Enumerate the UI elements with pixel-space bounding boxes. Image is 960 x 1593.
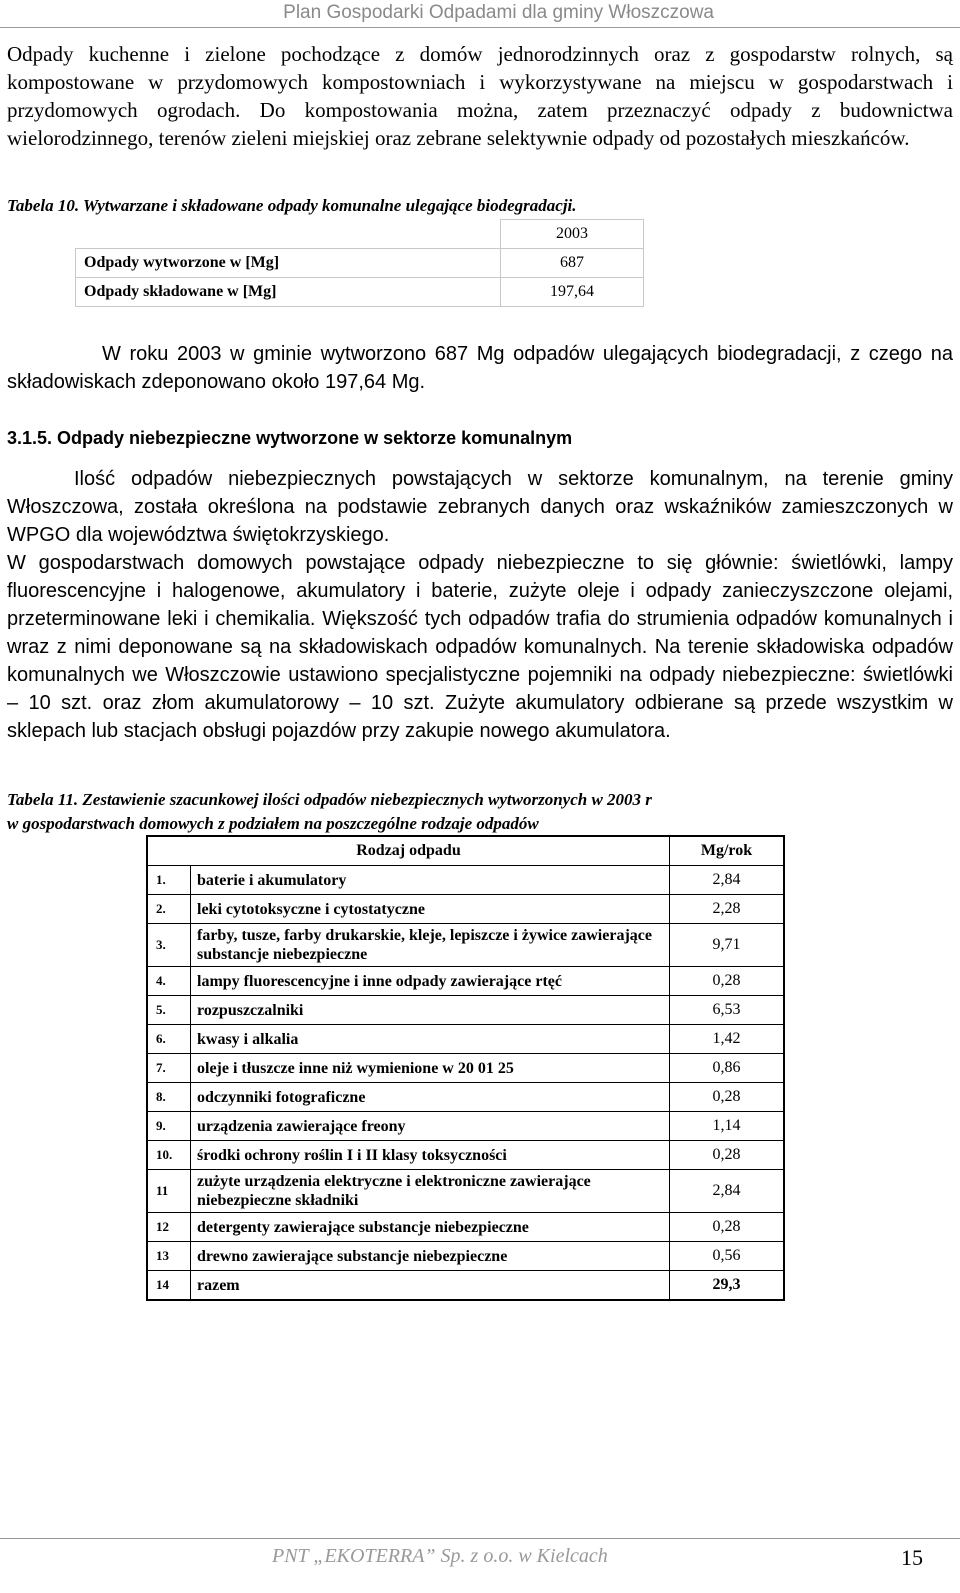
- waste-type: rozpuszczalniki: [191, 996, 670, 1025]
- page-header-title: Plan Gospodarki Odpadami dla gminy Włoszczowa: [283, 2, 714, 23]
- table11-caption-line1: Tabela 11. Zestawienie szacunkowej ilości odpadów niebezpiecznych wytworzonych w 2003 r: [7, 790, 652, 809]
- header-divider: [0, 27, 960, 28]
- row-number: 2.: [147, 895, 191, 924]
- table-total-row: [147, 1271, 784, 1301]
- table11-col-type: Rodzaj odpadu: [147, 836, 670, 866]
- waste-type: oleje i tłuszcze inne niż wymienione w 20 01 25: [191, 1054, 670, 1083]
- section-heading: 3.1.5. Odpady niebezpieczne wytworzone w sektorze komunalnym: [7, 428, 573, 448]
- table-row: [147, 1054, 784, 1083]
- row-number: 12: [147, 1213, 191, 1242]
- table-row: [147, 1112, 784, 1141]
- footer-divider: [0, 1538, 960, 1539]
- table11-col-unit: Mg/rok: [670, 836, 785, 866]
- waste-type: leki cytotoksyczne i cytostatyczne: [191, 895, 670, 924]
- waste-amount: 9,71: [670, 924, 785, 967]
- table10-row-value: 687: [501, 249, 644, 278]
- table10-year-header: 2003: [501, 220, 644, 249]
- table-row: [147, 1213, 784, 1242]
- waste-amount-total: 29,3: [670, 1271, 785, 1301]
- row-number: 7.: [147, 1054, 191, 1083]
- table-row: [147, 1242, 784, 1271]
- row-number: 13: [147, 1242, 191, 1271]
- table-row: [147, 924, 784, 967]
- table10-header-blank: [76, 220, 501, 249]
- waste-type: lampy fluorescencyjne i inne odpady zawierające rtęć: [191, 967, 670, 996]
- table-row: [147, 866, 784, 895]
- table-row: [147, 967, 784, 996]
- summary-paragraph: W roku 2003 w gminie wytworzono 687 Mg odpadów ulegających biodegradacji, z czego na składowiskach zdeponowano około 197,64 Mg.: [7, 343, 953, 393]
- row-number: 9.: [147, 1112, 191, 1141]
- table10-row-label: Odpady składowane w [Mg]: [76, 278, 501, 307]
- waste-amount: 0,28: [670, 1083, 785, 1112]
- table10-header-row: [76, 220, 644, 249]
- table-row: [147, 1141, 784, 1170]
- section-paragraph-1: Ilość odpadów niebezpiecznych powstających w sektorze komunalnym, na terenie gminy Włoszczowa, została określona na podstawie zebranych danych oraz wskaźników zamieszczonych w WPGO dla województwa świętokrzyskiego.: [7, 468, 953, 546]
- table-row: [76, 278, 644, 307]
- waste-amount: 6,53: [670, 996, 785, 1025]
- waste-amount: 0,28: [670, 1213, 785, 1242]
- waste-amount: 1,42: [670, 1025, 785, 1054]
- waste-type: drewno zawierające substancje niebezpieczne: [191, 1242, 670, 1271]
- table11-caption-line2: w gospodarstwach domowych z podziałem na poszczególne rodzaje odpadów: [7, 814, 539, 833]
- intro-paragraph: Odpady kuchenne i zielone pochodzące z domów jednorodzinnych oraz z gospodarstw rolnych, są kompostowane w przydomowych kompostowniach i wykorzystywane na miejscu w gospodarstwach i przydomowych ogrodach. Do kompostowania można, zatem przeznaczyć odpady z budownictwa wielorodzinnego, terenów zieleni miejskiej oraz zebrane selektywnie odpady od pozostałych mieszkańców.: [7, 42, 953, 150]
- waste-type: środki ochrony roślin I i II klasy toksyczności: [191, 1141, 670, 1170]
- waste-type: zużyte urządzenia elektryczne i elektroniczne zawierające niebezpieczne składniki: [191, 1170, 670, 1213]
- row-number: 1.: [147, 866, 191, 895]
- table11: [146, 835, 785, 1301]
- row-number: 6.: [147, 1025, 191, 1054]
- row-number: 4.: [147, 967, 191, 996]
- waste-type: detergenty zawierające substancje niebezpieczne: [191, 1213, 670, 1242]
- table10-caption: Tabela 10. Wytwarzane i składowane odpady komunalne ulegające biodegradacji.: [7, 196, 577, 215]
- table10: [75, 219, 644, 307]
- table-row: [76, 249, 644, 278]
- waste-amount: 2,84: [670, 866, 785, 895]
- waste-amount: 0,28: [670, 967, 785, 996]
- row-number: 11: [147, 1170, 191, 1213]
- waste-amount: 2,84: [670, 1170, 785, 1213]
- table-row: [147, 895, 784, 924]
- waste-amount: 1,14: [670, 1112, 785, 1141]
- waste-type: razem: [191, 1271, 670, 1301]
- waste-type: farby, tusze, farby drukarskie, kleje, lepiszcze i żywice zawierające substancje niebezpieczne: [191, 924, 670, 967]
- row-number: 5.: [147, 996, 191, 1025]
- table-row: [147, 996, 784, 1025]
- row-number: 8.: [147, 1083, 191, 1112]
- table10-row-label: Odpady wytworzone w [Mg]: [76, 249, 501, 278]
- waste-amount: 0,56: [670, 1242, 785, 1271]
- row-number: 14: [147, 1271, 191, 1301]
- row-number: 3.: [147, 924, 191, 967]
- waste-amount: 2,28: [670, 895, 785, 924]
- table-row: [147, 1170, 784, 1213]
- table-row: [147, 1083, 784, 1112]
- waste-type: odczynniki fotograficzne: [191, 1083, 670, 1112]
- table10-row-value: 197,64: [501, 278, 644, 307]
- table-row: [147, 1025, 784, 1054]
- waste-type: urządzenia zawierające freony: [191, 1112, 670, 1141]
- page-number: 15: [901, 1545, 923, 1570]
- table11-header-row: [147, 836, 784, 866]
- waste-amount: 0,28: [670, 1141, 785, 1170]
- footer-company: PNT „EKOTERRA” Sp. z o.o. w Kielcach: [272, 1545, 608, 1567]
- waste-type: baterie i akumulatory: [191, 866, 670, 895]
- waste-amount: 0,86: [670, 1054, 785, 1083]
- row-number: 10.: [147, 1141, 191, 1170]
- waste-type: kwasy i alkalia: [191, 1025, 670, 1054]
- section-paragraph-2: W gospodarstwach domowych powstające odpady niebezpieczne to się głównie: świetlówki, lampy fluorescencyjne i halogenowe, akumulatory i baterie, zużyte oleje i odpady zanieczyszczone olejami, przeterminowane leki i chemikalia. Większość tych odpadów trafia do strumienia odpadów komunalnych i wraz z nimi deponowane są na składowiskach odpadów komunalnych. Na terenie składowiska odpadów komunalnych we Włoszczowie ustawiono specjalistyczne pojemniki na odpady niebezpieczne: świetlówki – 10 szt. oraz złom akumulatorowy – 10 szt. Zużyte akumulatory odbierane są przede wszystkim w sklepach lub stacjach obsługi pojazdów przy zakupie nowego akumulatora.: [7, 552, 953, 742]
